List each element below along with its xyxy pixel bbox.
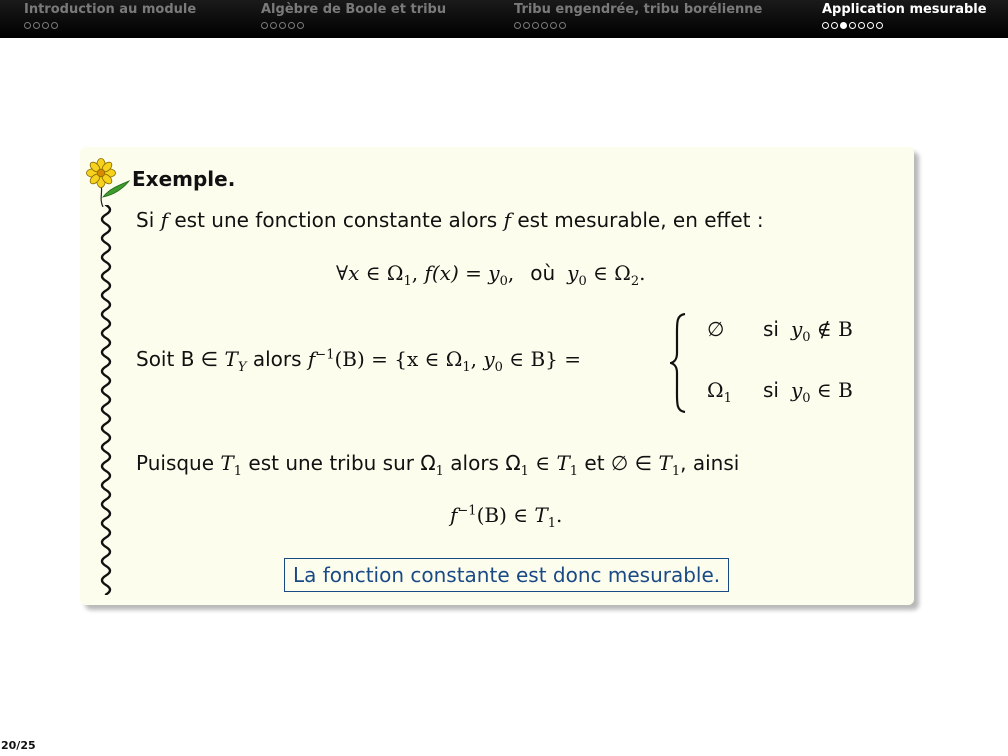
math-symbol: , (470, 347, 484, 371)
text: Puisque (136, 451, 221, 475)
nav-frame-dots (514, 19, 762, 31)
math-symbol: (B) = {x ∈ Ω (334, 347, 463, 371)
text: si (763, 317, 779, 341)
math-y: y (483, 347, 495, 371)
nav-frame-dot[interactable] (831, 22, 838, 29)
math-symbol: ∉ B (810, 317, 853, 341)
nav-frame-dot[interactable] (288, 22, 295, 29)
equation-constant-function (336, 261, 645, 289)
math-subscript: 1 (435, 464, 444, 479)
text: Soit B ∈ (136, 347, 225, 371)
nav-frame-dots (24, 19, 196, 31)
math-tribu: T (224, 347, 238, 371)
nav-section-title[interactable]: Introduction au module (24, 2, 197, 17)
math-symbol: ∈ B} = (502, 347, 582, 371)
wavy-line-decoration (96, 205, 116, 595)
math-subscript: 0 (578, 274, 587, 289)
puisque-statement (136, 451, 739, 479)
math-symbol: ∈ B (810, 378, 853, 402)
nav-frame-dot[interactable] (541, 22, 548, 29)
math-symbol: (B) ∈ (476, 503, 535, 527)
text: est une fonction constante alors (168, 208, 504, 232)
text: alors (246, 347, 308, 371)
math-tribu: T (534, 503, 548, 527)
left-brace (670, 313, 686, 413)
nav-frame-dot[interactable] (51, 22, 58, 29)
preimage-equation (136, 347, 581, 375)
math-f: f (160, 208, 169, 232)
math-symbol: ∈ Ω (359, 261, 404, 285)
nav-frame-dot[interactable] (42, 22, 49, 29)
math-symbol: , (411, 261, 425, 285)
text: est une tribu sur Ω (242, 451, 436, 475)
nav-frame-dot[interactable] (297, 22, 304, 29)
page-number: 20/25 (1, 739, 36, 752)
example-block (80, 147, 914, 605)
nav-frame-dot[interactable] (279, 22, 286, 29)
math-emptyset: ∅ (707, 317, 725, 341)
math-f: f (450, 503, 458, 527)
math-f: f (503, 208, 511, 232)
nav-section-title[interactable]: Tribu engendrée, tribu borélienne (514, 2, 763, 17)
math-f: f (307, 347, 316, 371)
math-subscript: 1 (547, 516, 557, 531)
nav-section-tribu-engendree[interactable] (514, 1, 762, 31)
text: où (530, 261, 556, 285)
math-tribu: T (556, 451, 570, 475)
math-subscript: 1 (520, 464, 529, 479)
math-subscript: 1 (462, 360, 471, 375)
text: si (763, 378, 779, 402)
math-y: y (567, 261, 579, 285)
math-symbol: , (507, 261, 515, 285)
nav-frame-dot[interactable] (559, 22, 566, 29)
math-subscript: 2 (630, 274, 640, 289)
math-subscript: 0 (802, 391, 811, 406)
nav-frame-dot[interactable] (822, 22, 829, 29)
nav-frame-dots (261, 19, 446, 31)
math-x: x (348, 261, 360, 285)
math-subscript: 0 (499, 274, 508, 289)
nav-frame-dot[interactable] (876, 22, 883, 29)
math-superscript: −1 (457, 503, 477, 519)
text: et ∅ ∈ (578, 451, 659, 475)
flower-icon (83, 155, 131, 207)
nav-frame-dots (822, 19, 987, 31)
case-row-empty (707, 317, 724, 341)
case-row-omega (707, 378, 732, 406)
nav-frame-dot[interactable] (858, 22, 865, 29)
nav-section-algebre-boole[interactable] (261, 1, 446, 31)
case-condition (763, 317, 853, 345)
math-symbol: . (556, 503, 563, 527)
math-symbol: ∀ (336, 261, 349, 285)
math-subscript: 0 (494, 360, 503, 375)
math-symbol: = (458, 261, 489, 285)
math-arg: (x) (431, 261, 459, 285)
math-subscript: 1 (671, 464, 681, 479)
math-symbol: . (639, 261, 646, 285)
math-subscript: 1 (569, 464, 579, 479)
nav-frame-dot[interactable] (270, 22, 277, 29)
math-subscript: 1 (723, 391, 732, 406)
nav-frame-dot[interactable] (523, 22, 530, 29)
nav-frame-dot[interactable] (867, 22, 874, 29)
math-subscript: Y (237, 360, 247, 375)
nav-frame-dot[interactable] (550, 22, 557, 29)
nav-frame-dot[interactable] (24, 22, 31, 29)
nav-frame-dot[interactable] (514, 22, 521, 29)
math-subscript: 1 (403, 274, 412, 289)
nav-section-title[interactable]: Algèbre de Boole et tribu (261, 2, 447, 17)
nav-frame-dot[interactable] (849, 22, 856, 29)
math-symbol: ∈ Ω (586, 261, 631, 285)
nav-frame-dot[interactable] (33, 22, 40, 29)
math-y: y (488, 261, 500, 285)
text: , ainsi (680, 451, 740, 475)
equation-preimage-in-tribu (450, 503, 562, 531)
nav-section-introduction[interactable] (24, 1, 196, 31)
text: alors Ω (443, 451, 521, 475)
text: est mesurable, en effet : (511, 208, 764, 232)
math-subscript: 1 (233, 464, 243, 479)
text: Si (136, 208, 161, 232)
math-superscript: −1 (315, 347, 335, 363)
case-condition (763, 378, 853, 406)
math-y: y (790, 378, 803, 402)
section-navbar (0, 0, 1008, 38)
nav-frame-dot-current[interactable] (840, 22, 847, 29)
math-symbol: ∈ (528, 451, 557, 475)
math-subscript: 0 (802, 330, 811, 345)
statement-line (136, 208, 764, 232)
math-f: f (424, 261, 432, 285)
math-omega: Ω (707, 378, 724, 402)
conclusion-box: La fonction constante est donc mesurable. (284, 558, 729, 592)
math-tribu: T (658, 451, 672, 475)
nav-frame-dot[interactable] (261, 22, 268, 29)
nav-section-application-mesurable[interactable] (822, 1, 987, 31)
nav-frame-dot[interactable] (532, 22, 539, 29)
math-tribu: T (220, 451, 234, 475)
example-title: Exemple. (132, 167, 236, 191)
nav-section-title[interactable]: Application mesurable (822, 2, 987, 17)
math-y: y (790, 317, 803, 341)
